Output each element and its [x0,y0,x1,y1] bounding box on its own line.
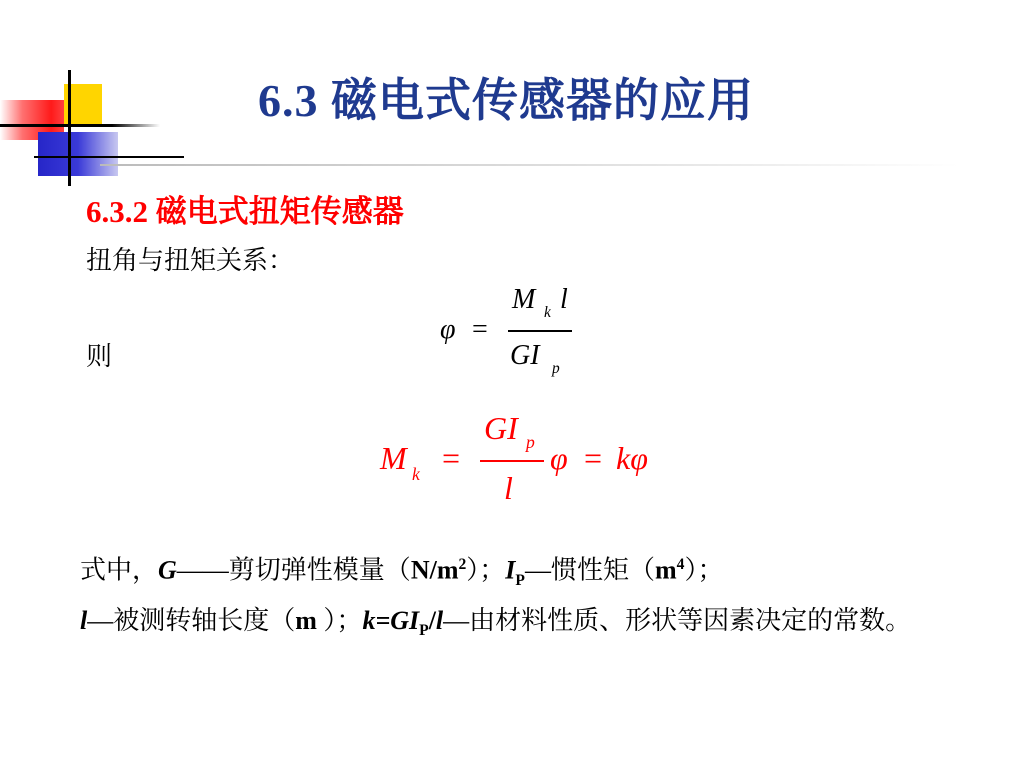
note-slash: / [428,605,436,635]
decor-horizontal-line-top [0,124,160,127]
note-text: —由材料性质、形状等因素决定的常数。 [443,605,912,635]
section-heading: 6.3.2 磁电式扭矩传感器 [86,194,404,229]
note-exponent: 2 [458,556,467,573]
eq2-equals-1: = [442,440,461,476]
note-exponent: 4 [676,556,685,573]
note-text: ）； [466,555,506,585]
note-text: ）； [323,605,363,635]
note-text: —被测转轴长度（ [87,605,296,635]
eq1-fraction-bar [508,330,572,332]
decor-horizontal-line-bottom [34,156,184,158]
eq2-num-p: p [526,432,535,452]
eq2-phi: φ [550,440,568,476]
note-text: —惯性矩（ [524,555,655,585]
note-unit: N/m [410,555,459,585]
eq2-num-GI: GI [484,410,518,446]
note-unit: m [654,555,677,585]
decor-vertical-line [68,70,71,186]
eq2-equals-2: = [584,440,603,476]
eq1-num-M: M [512,284,536,315]
note-subscript: P [515,571,525,589]
slide-title: 6.3 磁电式传感器的应用 [258,75,754,126]
eq2-k-phi: kφ [616,440,648,476]
note-text: ）； [684,555,724,585]
note-text: 式中， [80,555,159,585]
eq2-M: M [380,440,407,476]
note-var-I: I [505,555,516,585]
eq1-den-GI: GI [510,340,540,371]
relation-label: 扭角与扭矩关系： [86,246,295,275]
eq1-den-p: p [552,360,560,377]
then-label: 则 [86,342,113,371]
eq1-num-l: l [560,284,568,315]
note-unit: m [295,605,324,635]
variable-definitions [80,545,960,651]
eq2-fraction-bar [480,460,544,462]
eq1-equals: = [472,314,488,345]
note-var-G: G [158,555,177,585]
note-var-k: k [362,605,376,635]
eq2-k-sub: k [412,464,420,484]
decor-blue-block [38,132,118,176]
note-subscript: P [419,622,429,640]
eq2-den-l: l [504,470,513,506]
note-var-l: l [80,605,88,635]
eq1-num-k: k [544,304,551,321]
note-text: ——剪切弹性模量（ [176,555,411,585]
note-var-l: l [435,605,444,635]
title-underline-rule [100,164,960,166]
eq1-phi: φ [440,314,456,345]
note-expr-GI: =GI [375,605,420,635]
